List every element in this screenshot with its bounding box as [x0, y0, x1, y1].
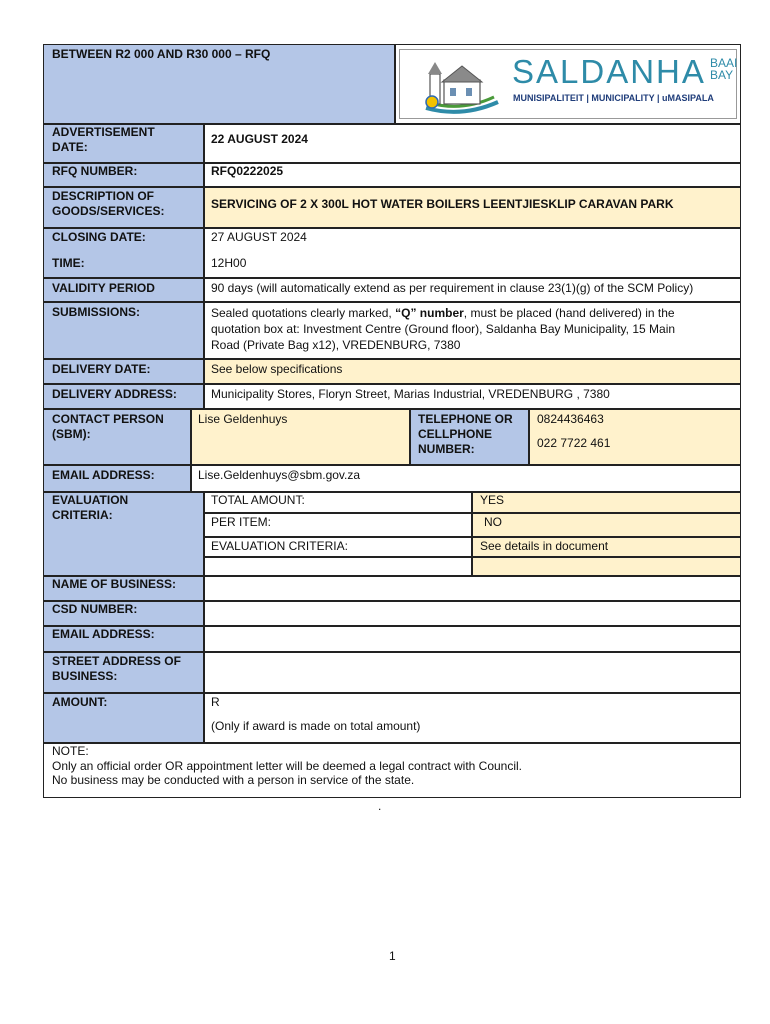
logo-baai: BAAI — [710, 56, 738, 70]
csd-number-field[interactable] — [204, 601, 741, 626]
advertisement-date-cell — [204, 124, 741, 163]
per-item-value: NO — [484, 515, 502, 529]
validity-period: 90 days (will automatically extend as per requirement in clause 23(1)(g) of the SCM Policy) — [211, 281, 694, 295]
closing-date-label: CLOSING DATE: — [52, 230, 146, 244]
amount-note: (Only if award is made on total amount) — [211, 719, 421, 733]
evaluation-criteria-label: EVALUATION CRITERIA: — [52, 493, 129, 522]
header-title-cell — [43, 44, 395, 124]
eval-blank-cell — [204, 557, 472, 576]
closing-time: 12H00 — [211, 256, 247, 270]
contact-cell — [191, 409, 410, 465]
delivery-address-cell — [204, 384, 741, 409]
business-name-label-cell — [43, 576, 204, 601]
email-cell — [191, 465, 741, 492]
telephone-label-cell — [410, 409, 529, 465]
contact-person: Lise Geldenhuys — [198, 412, 288, 426]
total-amount-value: YES — [480, 493, 505, 507]
description-label: DESCRIPTION OF GOODS/SERVICES: — [52, 189, 165, 218]
submissions-line-1: Sealed quotations clearly marked, “Q” number, must be placed (hand delivered) in the — [211, 306, 675, 320]
per-item-value-cell — [472, 513, 741, 537]
per-item-cell — [204, 513, 472, 537]
contact-person-label: CONTACT PERSON (SBM): — [52, 412, 164, 441]
email-label: EMAIL ADDRESS: — [52, 468, 155, 482]
closing-date: 27 AUGUST 2024 — [211, 230, 307, 244]
total-amount-label: TOTAL AMOUNT: — [211, 493, 305, 507]
rfq-number-label-cell — [43, 163, 204, 187]
description-cell — [204, 187, 741, 228]
business-name-field[interactable] — [204, 576, 741, 601]
rfq-number-label: RFQ NUMBER: — [52, 164, 138, 178]
town-hall-emblem-icon — [422, 56, 502, 114]
description-label-cell — [43, 187, 204, 228]
per-item-label: PER ITEM: — [211, 515, 272, 529]
eval-criteria-label: EVALUATION CRITERIA: — [211, 539, 348, 553]
validity-label-cell — [43, 278, 204, 302]
email-label-cell — [43, 465, 191, 492]
eval-blank-value-cell — [472, 557, 741, 576]
amount-currency-prefix: R — [211, 695, 220, 709]
bidder-email-label-cell — [43, 626, 204, 652]
rfq-number-cell — [204, 163, 741, 187]
closing-date-cell — [204, 228, 741, 278]
delivery-date: See below specifications — [211, 362, 343, 376]
note-line-2: No business may be conducted with a person in service of the state. — [52, 773, 415, 787]
submissions-line-3: Road (Private Bag x12), VREDENBURG, 7380 — [211, 338, 461, 352]
amount-field[interactable] — [204, 693, 741, 743]
delivery-date-label-cell — [43, 359, 204, 384]
validity-cell — [204, 278, 741, 302]
telephone-cell — [529, 409, 741, 465]
q-number-emphasis: “Q” number — [395, 306, 464, 320]
header-title: BETWEEN R2 000 AND R30 000 – RFQ — [52, 47, 271, 61]
delivery-address-label-cell — [43, 384, 204, 409]
footer-dot: . — [378, 799, 382, 813]
closing-date-label-cell — [43, 228, 204, 278]
logo-subtitle: MUNISIPALITEIT | MUNICIPALITY | uMASIPALA — [513, 93, 714, 103]
rfq-number: RFQ0222025 — [211, 164, 284, 178]
street-address-field[interactable] — [204, 652, 741, 693]
total-amount-value-cell — [472, 492, 741, 513]
amount-label-cell — [43, 693, 204, 743]
street-address-label: STREET ADDRESS OF BUSINESS: — [52, 654, 181, 683]
logo-bay: BAY — [710, 68, 734, 82]
submissions-label-cell — [43, 302, 204, 359]
telephone-number-2: 022 7722 461 — [537, 436, 611, 450]
eval-criteria-cell — [204, 537, 472, 557]
eval-criteria-value: See details in document — [480, 539, 609, 553]
page-number: 1 — [389, 949, 396, 963]
bidder-email-label: EMAIL ADDRESS: — [52, 627, 155, 641]
logo-cell — [395, 44, 741, 124]
telephone-number-1: 0824436463 — [537, 412, 604, 426]
business-name-label: NAME OF BUSINESS: — [52, 577, 177, 591]
total-amount-cell — [204, 492, 472, 513]
note-line-1: Only an official order OR appointment letter will be deemed a legal contract with Council. — [52, 759, 523, 773]
note-cell — [43, 743, 741, 798]
contact-label-cell — [43, 409, 191, 465]
submissions-cell — [204, 302, 741, 359]
description: SERVICING OF 2 X 300L HOT WATER BOILERS LEENTJIESKLIP CARAVAN PARK — [211, 197, 674, 211]
street-address-label-cell — [43, 652, 204, 693]
advertisement-date: 22 AUGUST 2024 — [211, 132, 308, 146]
amount-label: AMOUNT: — [52, 695, 108, 709]
delivery-address: Municipality Stores, Floryn Street, Marias Industrial, VREDENBURG , 7380 — [211, 387, 610, 401]
advertisement-date-label: ADVERTISEMENT DATE: — [52, 125, 155, 154]
eval-criteria-value-cell — [472, 537, 741, 557]
csd-label-cell — [43, 601, 204, 626]
bidder-email-field[interactable] — [204, 626, 741, 652]
email-address: Lise.Geldenhuys@sbm.gov.za — [198, 468, 361, 482]
time-label: TIME: — [52, 256, 85, 270]
csd-number-label: CSD NUMBER: — [52, 602, 138, 616]
delivery-date-label: DELIVERY DATE: — [52, 362, 151, 376]
municipality-logo — [399, 49, 737, 119]
delivery-address-label: DELIVERY ADDRESS: — [52, 387, 177, 401]
submissions-line-2: quotation box at: Investment Centre (Ground floor), Saldanha Bay Municipality, 15 Main — [211, 322, 676, 336]
submissions-label: SUBMISSIONS: — [52, 305, 141, 319]
telephone-label: TELEPHONE OR CELLPHONE NUMBER: — [418, 412, 513, 456]
advertisement-date-label-cell — [43, 124, 204, 163]
evaluation-label-cell — [43, 492, 204, 576]
logo-wordmark: SALDANHA — [512, 53, 706, 90]
delivery-date-cell — [204, 359, 741, 384]
note-title: NOTE: — [52, 744, 89, 758]
validity-label: VALIDITY PERIOD — [52, 281, 155, 295]
